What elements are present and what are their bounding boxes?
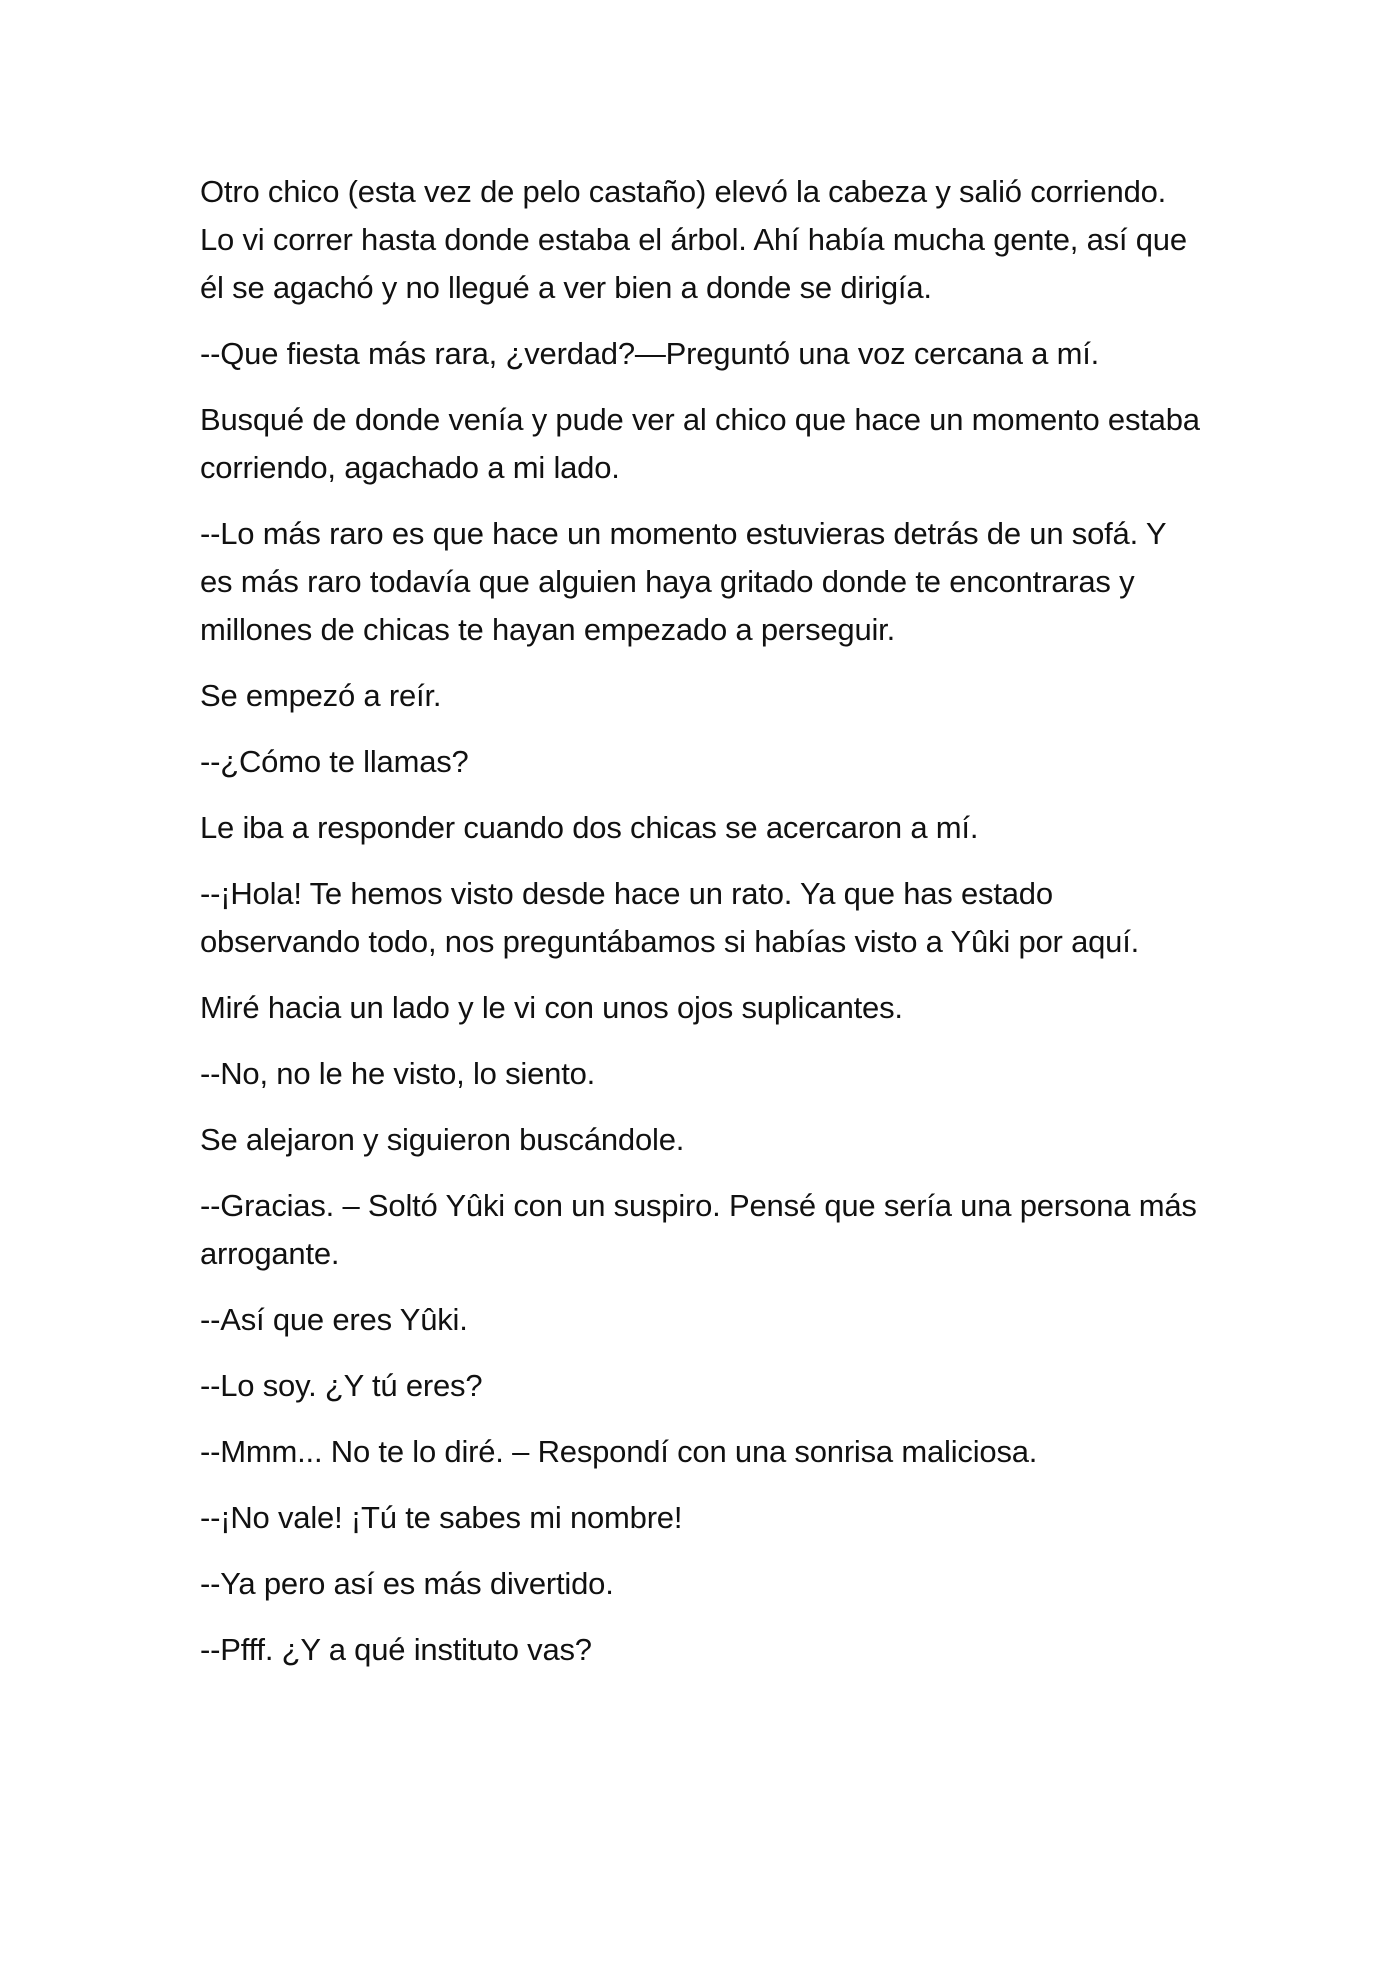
paragraph: --¡No vale! ¡Tú te sabes mi nombre! [200,1500,683,1535]
paragraph: Miré hacia un lado y le vi con unos ojos suplicantes. [200,990,903,1025]
paragraph: Se alejaron y siguieron buscándole. [200,1122,685,1157]
text-body [200,168,1200,1692]
paragraph: --Así que eres Yûki. [200,1302,468,1337]
paragraph: --No, no le he visto, lo siento. [200,1056,596,1091]
paragraph: --Lo más raro es que hace un momento estuvieras detrás de un sofá. Y es más raro todavía que alguien haya gritado donde te encontraras y millones de chicas te hayan empezado a perseguir. [200,516,1166,647]
paragraph: --¿Cómo te llamas? [200,744,469,779]
paragraph: --Ya pero así es más divertido. [200,1566,614,1601]
paragraph: --Pfff. ¿Y a qué instituto vas? [200,1632,592,1667]
paragraph: Busqué de donde venía y pude ver al chico que hace un momento estaba corriendo, agachado a mi lado. [200,402,1200,485]
paragraph: --Que fiesta más rara, ¿verdad?—Preguntó una voz cercana a mí. [200,336,1100,371]
paragraph: --Lo soy. ¿Y tú eres? [200,1368,483,1403]
paragraph: Se empezó a reír. [200,678,442,713]
paragraph: --Mmm... No te lo diré. – Respondí con una sonrisa maliciosa. [200,1434,1038,1469]
paragraph: Le iba a responder cuando dos chicas se acercaron a mí. [200,810,979,845]
paragraph: --¡Hola! Te hemos visto desde hace un rato. Ya que has estado observando todo, nos preguntábamos si habías visto a Yûki por aquí. [200,876,1140,959]
paragraph: Otro chico (esta vez de pelo castaño) elevó la cabeza y salió corriendo. Lo vi correr hasta donde estaba el árbol. Ahí había mucha gente, así que él se agachó y no llegué a ver bien a donde se dirigía. [200,174,1187,305]
paragraph: --Gracias. – Soltó Yûki con un suspiro. Pensé que sería una persona más arrogante. [200,1188,1197,1271]
